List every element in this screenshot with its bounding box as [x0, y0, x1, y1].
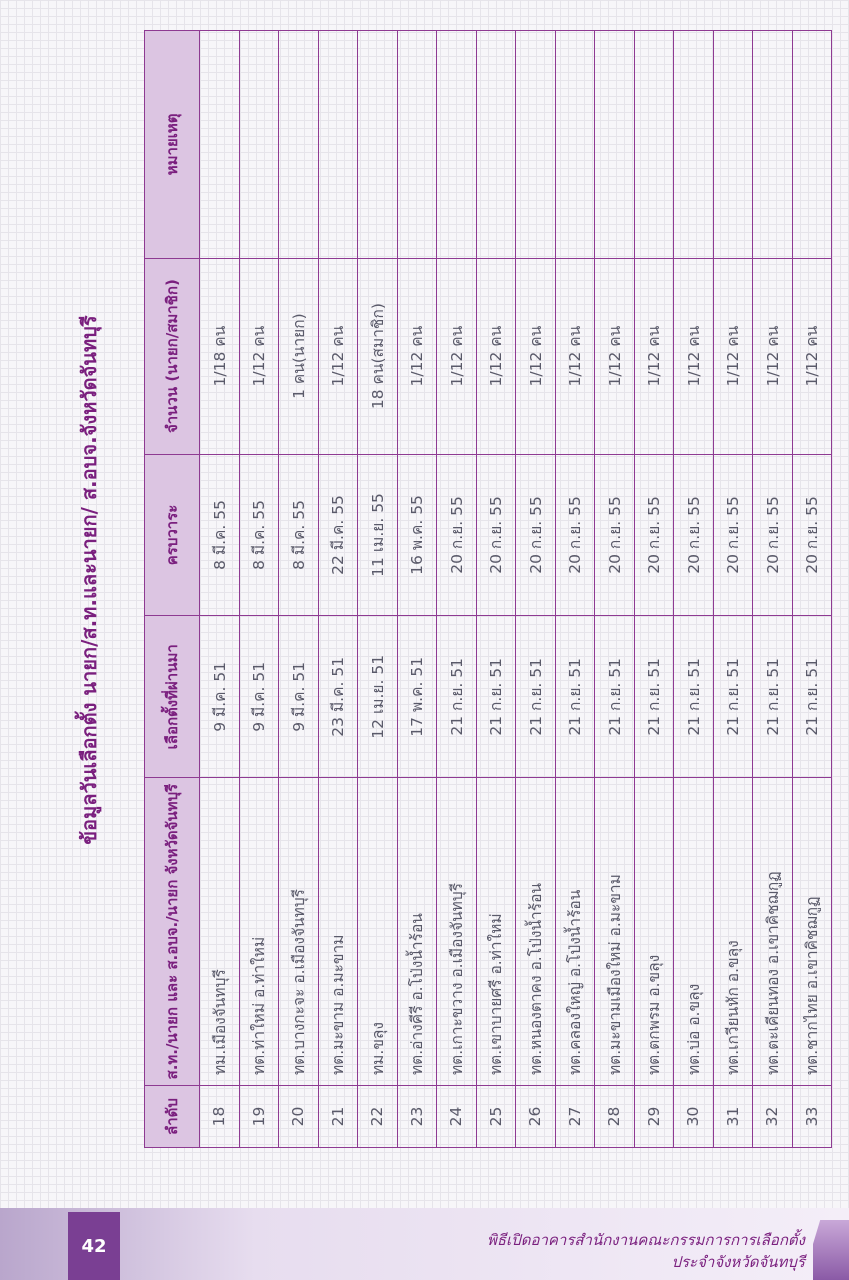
cell-no: 27: [555, 1086, 595, 1148]
table-row: [397, 31, 437, 1148]
table-row: [634, 31, 674, 1148]
cell-name: ทต.เขาบายศรี อ.ท่าใหม่: [476, 778, 516, 1086]
cell-term-end: 11 เม.ย. 55: [358, 454, 398, 616]
cell-term-end: 22 มี.ค. 55: [318, 454, 358, 616]
cell-name: ทต.ตกพรม อ.ขลุง: [634, 778, 674, 1086]
cell-note: [200, 31, 240, 259]
table-row: [358, 31, 398, 1148]
cell-count: 1/12 คน: [634, 258, 674, 454]
cell-term-end: 20 ก.ย. 55: [713, 454, 753, 616]
cell-election-date: 17 พ.ค. 51: [397, 616, 437, 778]
cell-count: 1/12 คน: [555, 258, 595, 454]
cell-no: 26: [516, 1086, 556, 1148]
cell-note: [555, 31, 595, 259]
cell-term-end: 20 ก.ย. 55: [516, 454, 556, 616]
cell-election-date: 21 ก.ย. 51: [634, 616, 674, 778]
cell-no: 20: [279, 1086, 319, 1148]
cell-term-end: 20 ก.ย. 55: [476, 454, 516, 616]
cell-term-end: 20 ก.ย. 55: [555, 454, 595, 616]
cell-count: 1/12 คน: [437, 258, 477, 454]
table-row: [595, 31, 635, 1148]
cell-election-date: 9 มี.ค. 51: [200, 616, 240, 778]
cell-note: [239, 31, 279, 259]
cell-name: ทต.บ่อ อ.ขลุง: [674, 778, 714, 1086]
page-number: 42: [68, 1212, 120, 1280]
cell-no: 25: [476, 1086, 516, 1148]
cell-no: 24: [437, 1086, 477, 1148]
cell-no: 31: [713, 1086, 753, 1148]
cell-count: 1/12 คน: [753, 258, 793, 454]
header-note: หมายเหตุ: [145, 31, 200, 259]
cell-note: [437, 31, 477, 259]
cell-no: 32: [753, 1086, 793, 1148]
cell-name: ทต.ท่าใหม่ อ.ท่าใหม่: [239, 778, 279, 1086]
cell-note: [476, 31, 516, 259]
cell-term-end: 8 มี.ค. 55: [239, 454, 279, 616]
cell-count: 1/12 คน: [476, 258, 516, 454]
cell-election-date: 21 ก.ย. 51: [595, 616, 635, 778]
header-no: ลำดับ: [145, 1086, 200, 1148]
cell-no: 29: [634, 1086, 674, 1148]
cell-count: 1/12 คน: [397, 258, 437, 454]
cell-no: 19: [239, 1086, 279, 1148]
cell-count: 1/12 คน: [792, 258, 832, 454]
cell-note: [595, 31, 635, 259]
header-election: เลือกตั้งที่ผ่านมา: [145, 616, 200, 778]
cell-no: 23: [397, 1086, 437, 1148]
header-term: ครบวาระ: [145, 454, 200, 616]
table-row: [516, 31, 556, 1148]
election-table: [144, 30, 832, 1148]
cell-no: 28: [595, 1086, 635, 1148]
cell-name: ทม.เมืองจันทบุรี: [200, 778, 240, 1086]
table-row: [200, 31, 240, 1148]
cell-no: 18: [200, 1086, 240, 1148]
cell-count: 18 คน(สมาชิก): [358, 258, 398, 454]
cell-name: ทม.ขลุง: [358, 778, 398, 1086]
cell-name: ทต.มะขาม อ.มะขาม: [318, 778, 358, 1086]
cell-term-end: 20 ก.ย. 55: [634, 454, 674, 616]
cell-name: ทต.อ่างคีรี อ.โป่งน้ำร้อน: [397, 778, 437, 1086]
cell-note: [753, 31, 793, 259]
cell-count: 1/12 คน: [516, 258, 556, 454]
cell-count: 1/12 คน: [713, 258, 753, 454]
table-row: [753, 31, 793, 1148]
header-count: จำนวน (นายก/สมาชิก): [145, 258, 200, 454]
cell-election-date: 21 ก.ย. 51: [476, 616, 516, 778]
table-row: [476, 31, 516, 1148]
cell-election-date: 21 ก.ย. 51: [516, 616, 556, 778]
cell-name: ทต.เกวียนหัก อ.ขลุง: [713, 778, 753, 1086]
cell-note: [792, 31, 832, 259]
cell-election-date: 21 ก.ย. 51: [792, 616, 832, 778]
cell-term-end: 16 พ.ค. 55: [397, 454, 437, 616]
cell-count: 1/12 คน: [239, 258, 279, 454]
cell-count: 1/12 คน: [318, 258, 358, 454]
cell-name: ทต.เกาะขวาง อ.เมืองจันทบุรี: [437, 778, 477, 1086]
cell-no: 30: [674, 1086, 714, 1148]
table-row: [674, 31, 714, 1148]
cell-name: ทต.คลองใหญ่ อ.โป่งน้ำร้อน: [555, 778, 595, 1086]
header-name: ส.ท./นายก และ ส.อบจ./นายก จังหวัดจันทบุรี: [145, 778, 200, 1086]
table-row: [437, 31, 477, 1148]
cell-election-date: 21 ก.ย. 51: [753, 616, 793, 778]
cell-election-date: 21 ก.ย. 51: [713, 616, 753, 778]
cell-no: 21: [318, 1086, 358, 1148]
cell-note: [318, 31, 358, 259]
cell-note: [516, 31, 556, 259]
building-logo-image: [813, 1220, 849, 1280]
cell-note: [397, 31, 437, 259]
cell-election-date: 21 ก.ย. 51: [674, 616, 714, 778]
table-row: [555, 31, 595, 1148]
cell-term-end: 20 ก.ย. 55: [674, 454, 714, 616]
document-title: [72, 0, 134, 1160]
cell-election-date: 21 ก.ย. 51: [555, 616, 595, 778]
cell-no: 33: [792, 1086, 832, 1148]
table-row: [318, 31, 358, 1148]
cell-term-end: 20 ก.ย. 55: [792, 454, 832, 616]
cell-note: [674, 31, 714, 259]
cell-election-date: 9 มี.ค. 51: [239, 616, 279, 778]
cell-name: ทต.หนองตาคง อ.โป่งน้ำร้อน: [516, 778, 556, 1086]
title-line-1: ข้อมูลวันเลือกตั้ง นายก/ส.ท.และนายก/ ส.อบจ.จังหวัดจันทบุรี: [77, 315, 101, 845]
cell-note: [713, 31, 753, 259]
cell-note: [634, 31, 674, 259]
cell-term-end: 20 ก.ย. 55: [753, 454, 793, 616]
cell-term-end: 8 มี.ค. 55: [200, 454, 240, 616]
table-row: [713, 31, 753, 1148]
cell-name: ทต.บางกะจะ อ.เมืองจันทบุรี: [279, 778, 319, 1086]
cell-count: 1/12 คน: [595, 258, 635, 454]
table-header-row: [145, 31, 200, 1148]
cell-note: [358, 31, 398, 259]
cell-term-end: 20 ก.ย. 55: [595, 454, 635, 616]
cell-no: 22: [358, 1086, 398, 1148]
cell-name: ทต.ตะเคียนทอง อ.เขาคิชฌกูฏ: [753, 778, 793, 1086]
table-row: [792, 31, 832, 1148]
cell-note: [279, 31, 319, 259]
cell-term-end: 20 ก.ย. 55: [437, 454, 477, 616]
cell-election-date: 12 เม.ย. 51: [358, 616, 398, 778]
cell-count: 1 คน(นายก): [279, 258, 319, 454]
rotated-document: [72, 0, 822, 1160]
cell-term-end: 8 มี.ค. 55: [279, 454, 319, 616]
cell-election-date: 9 มี.ค. 51: [279, 616, 319, 778]
cell-election-date: 21 ก.ย. 51: [437, 616, 477, 778]
cell-name: ทต.ชากไทย อ.เขาคิชฌกูฏ: [792, 778, 832, 1086]
footer-title-line-2: ประจำจังหวัดจันทบุรี: [671, 1253, 805, 1271]
cell-count: 1/12 คน: [674, 258, 714, 454]
cell-election-date: 23 มี.ค. 51: [318, 616, 358, 778]
table-row: [279, 31, 319, 1148]
cell-count: 1/18 คน: [200, 258, 240, 454]
cell-name: ทต.มะขามเมืองใหม่ อ.มะขาม: [595, 778, 635, 1086]
table-row: [239, 31, 279, 1148]
footer-title-line-1: พิธีเปิดอาคารสำนักงานคณะกรรมการการเลือกตั้ง: [487, 1231, 805, 1249]
